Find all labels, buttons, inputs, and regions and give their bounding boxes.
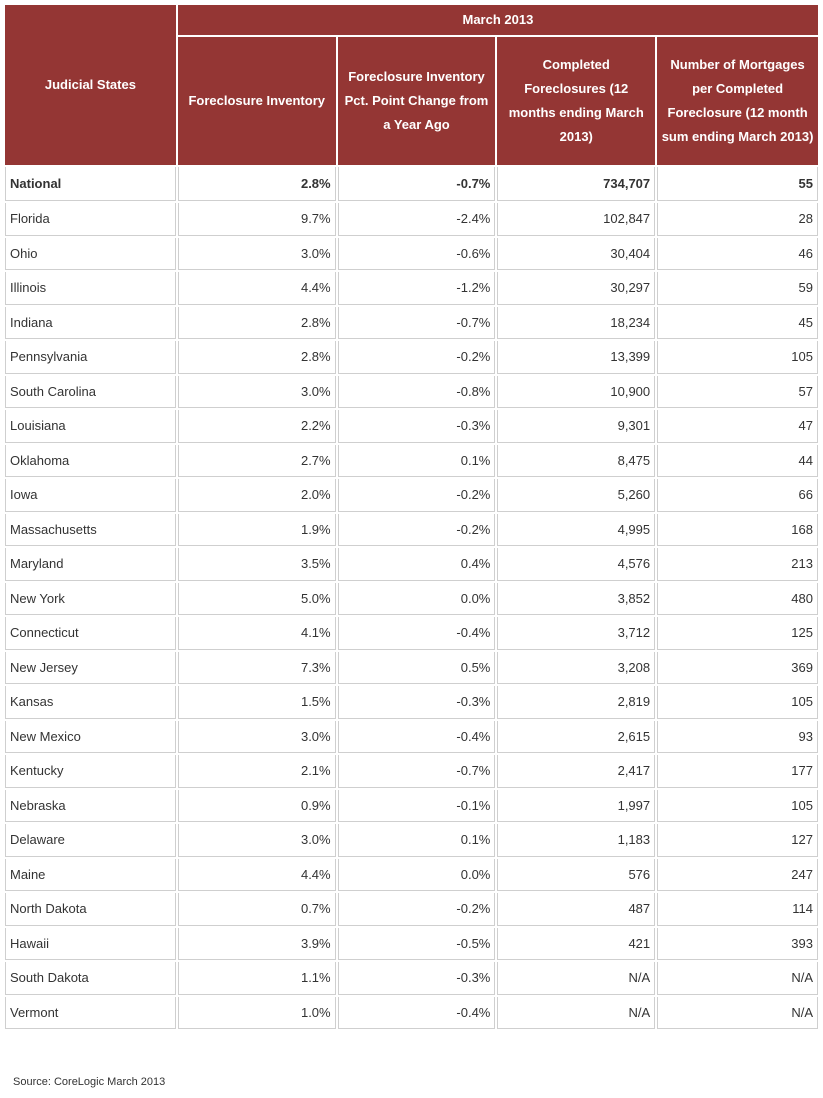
cell-foreclosure-inventory: 0.9% (178, 790, 336, 823)
cell-foreclosure-inventory: 3.0% (178, 721, 336, 754)
cell-state: Kansas (5, 686, 176, 719)
table-row (5, 790, 818, 823)
cell-state: Maryland (5, 548, 176, 581)
cell-mortgages-per-foreclosure: 55 (657, 167, 818, 201)
cell-completed-foreclosures: 9,301 (497, 410, 655, 443)
header-inventory-change: Foreclosure Inventory Pct. Point Change from a Year Ago (338, 37, 496, 165)
cell-foreclosure-inventory: 2.8% (178, 341, 336, 374)
cell-completed-foreclosures: 1,997 (497, 790, 655, 823)
cell-mortgages-per-foreclosure: 114 (657, 893, 818, 926)
table-row (5, 341, 818, 374)
cell-mortgages-per-foreclosure: 66 (657, 479, 818, 512)
cell-state: North Dakota (5, 893, 176, 926)
header-mortgages-per-foreclosure: Number of Mortgages per Completed Foreclosure (12 month sum ending March 2013) (657, 37, 818, 165)
table-row (5, 721, 818, 754)
cell-completed-foreclosures: 4,995 (497, 514, 655, 547)
cell-mortgages-per-foreclosure: 105 (657, 790, 818, 823)
cell-mortgages-per-foreclosure: 177 (657, 755, 818, 788)
cell-inventory-change: -0.5% (338, 928, 496, 961)
cell-foreclosure-inventory: 1.1% (178, 962, 336, 995)
header-period: March 2013 (178, 5, 818, 35)
cell-mortgages-per-foreclosure: 247 (657, 859, 818, 892)
cell-mortgages-per-foreclosure: N/A (657, 997, 818, 1030)
cell-state: Hawaii (5, 928, 176, 961)
cell-inventory-change: 0.0% (338, 583, 496, 616)
table-row (5, 307, 818, 340)
cell-state: South Carolina (5, 376, 176, 409)
cell-mortgages-per-foreclosure: 105 (657, 686, 818, 719)
cell-foreclosure-inventory: 9.7% (178, 203, 336, 236)
cell-foreclosure-inventory: 3.0% (178, 376, 336, 409)
cell-completed-foreclosures: 102,847 (497, 203, 655, 236)
cell-completed-foreclosures: N/A (497, 962, 655, 995)
header-foreclosure-inventory: Foreclosure Inventory (178, 37, 336, 165)
cell-inventory-change: -0.4% (338, 617, 496, 650)
cell-completed-foreclosures: 3,208 (497, 652, 655, 685)
cell-foreclosure-inventory: 1.0% (178, 997, 336, 1030)
cell-foreclosure-inventory: 2.1% (178, 755, 336, 788)
cell-foreclosure-inventory: 0.7% (178, 893, 336, 926)
cell-mortgages-per-foreclosure: 47 (657, 410, 818, 443)
cell-foreclosure-inventory: 3.9% (178, 928, 336, 961)
cell-inventory-change: -0.2% (338, 514, 496, 547)
cell-foreclosure-inventory: 4.4% (178, 272, 336, 305)
cell-completed-foreclosures: 2,615 (497, 721, 655, 754)
cell-inventory-change: -0.2% (338, 341, 496, 374)
cell-state: Pennsylvania (5, 341, 176, 374)
cell-state: New Jersey (5, 652, 176, 685)
cell-mortgages-per-foreclosure: 168 (657, 514, 818, 547)
cell-state: Maine (5, 859, 176, 892)
cell-completed-foreclosures: 2,819 (497, 686, 655, 719)
cell-inventory-change: 0.4% (338, 548, 496, 581)
cell-completed-foreclosures: 18,234 (497, 307, 655, 340)
cell-state: Indiana (5, 307, 176, 340)
cell-mortgages-per-foreclosure: 213 (657, 548, 818, 581)
cell-foreclosure-inventory: 2.8% (178, 307, 336, 340)
cell-mortgages-per-foreclosure: N/A (657, 962, 818, 995)
cell-foreclosure-inventory: 3.0% (178, 824, 336, 857)
cell-inventory-change: 0.1% (338, 445, 496, 478)
cell-inventory-change: -0.4% (338, 721, 496, 754)
table-row (5, 686, 818, 719)
cell-state: Oklahoma (5, 445, 176, 478)
cell-completed-foreclosures: 10,900 (497, 376, 655, 409)
foreclosure-table (3, 3, 820, 1031)
cell-inventory-change: -0.6% (338, 238, 496, 271)
cell-foreclosure-inventory: 2.0% (178, 479, 336, 512)
cell-completed-foreclosures: 30,297 (497, 272, 655, 305)
cell-inventory-change: -0.1% (338, 790, 496, 823)
cell-foreclosure-inventory: 3.5% (178, 548, 336, 581)
cell-inventory-change: -0.3% (338, 686, 496, 719)
cell-state: Florida (5, 203, 176, 236)
header-completed-foreclosures: Completed Foreclosures (12 months ending March 2013) (497, 37, 655, 165)
cell-completed-foreclosures: 576 (497, 859, 655, 892)
cell-mortgages-per-foreclosure: 45 (657, 307, 818, 340)
cell-inventory-change: -0.3% (338, 962, 496, 995)
table-body (5, 167, 818, 1029)
cell-state: Connecticut (5, 617, 176, 650)
cell-mortgages-per-foreclosure: 369 (657, 652, 818, 685)
cell-mortgages-per-foreclosure: 480 (657, 583, 818, 616)
cell-inventory-change: -0.2% (338, 893, 496, 926)
table-row (5, 997, 818, 1030)
cell-inventory-change: -0.7% (338, 307, 496, 340)
cell-completed-foreclosures: 30,404 (497, 238, 655, 271)
cell-state: New Mexico (5, 721, 176, 754)
cell-completed-foreclosures: 8,475 (497, 445, 655, 478)
table-row (5, 272, 818, 305)
cell-foreclosure-inventory: 1.9% (178, 514, 336, 547)
table-row-national (5, 167, 818, 201)
cell-state: Iowa (5, 479, 176, 512)
table-row (5, 859, 818, 892)
header-judicial-states: Judicial States (5, 5, 176, 165)
cell-inventory-change: -2.4% (338, 203, 496, 236)
table-row (5, 548, 818, 581)
cell-inventory-change: 0.5% (338, 652, 496, 685)
cell-foreclosure-inventory: 2.7% (178, 445, 336, 478)
cell-completed-foreclosures: 5,260 (497, 479, 655, 512)
table-row (5, 962, 818, 995)
table-row (5, 514, 818, 547)
cell-inventory-change: 0.0% (338, 859, 496, 892)
cell-inventory-change: -1.2% (338, 272, 496, 305)
table-row (5, 893, 818, 926)
table-row (5, 928, 818, 961)
cell-completed-foreclosures: 3,852 (497, 583, 655, 616)
table-row (5, 824, 818, 857)
cell-foreclosure-inventory: 1.5% (178, 686, 336, 719)
cell-mortgages-per-foreclosure: 59 (657, 272, 818, 305)
cell-inventory-change: -0.3% (338, 410, 496, 443)
cell-foreclosure-inventory: 4.1% (178, 617, 336, 650)
table-row (5, 238, 818, 271)
cell-state: Nebraska (5, 790, 176, 823)
cell-mortgages-per-foreclosure: 57 (657, 376, 818, 409)
cell-foreclosure-inventory: 2.8% (178, 167, 336, 201)
table-row (5, 755, 818, 788)
table-row (5, 652, 818, 685)
cell-completed-foreclosures: 3,712 (497, 617, 655, 650)
foreclosure-table-container (3, 3, 820, 1031)
cell-mortgages-per-foreclosure: 105 (657, 341, 818, 374)
table-row (5, 203, 818, 236)
cell-completed-foreclosures: 13,399 (497, 341, 655, 374)
cell-state: National (5, 167, 176, 201)
cell-mortgages-per-foreclosure: 393 (657, 928, 818, 961)
cell-completed-foreclosures: 1,183 (497, 824, 655, 857)
source-note: Source: CoreLogic March 2013 (13, 1076, 166, 1088)
cell-state: Kentucky (5, 755, 176, 788)
table-row (5, 583, 818, 616)
cell-inventory-change: -0.8% (338, 376, 496, 409)
cell-completed-foreclosures: 4,576 (497, 548, 655, 581)
table-row (5, 617, 818, 650)
cell-state: Vermont (5, 997, 176, 1030)
cell-completed-foreclosures: 487 (497, 893, 655, 926)
cell-completed-foreclosures: N/A (497, 997, 655, 1030)
cell-mortgages-per-foreclosure: 28 (657, 203, 818, 236)
cell-state: Illinois (5, 272, 176, 305)
cell-mortgages-per-foreclosure: 125 (657, 617, 818, 650)
cell-foreclosure-inventory: 7.3% (178, 652, 336, 685)
cell-state: Massachusetts (5, 514, 176, 547)
cell-inventory-change: -0.2% (338, 479, 496, 512)
table-row (5, 479, 818, 512)
table-row (5, 376, 818, 409)
cell-completed-foreclosures: 734,707 (497, 167, 655, 201)
cell-state: Ohio (5, 238, 176, 271)
cell-inventory-change: -0.7% (338, 167, 496, 201)
cell-state: Louisiana (5, 410, 176, 443)
table-row (5, 410, 818, 443)
cell-inventory-change: -0.7% (338, 755, 496, 788)
cell-foreclosure-inventory: 5.0% (178, 583, 336, 616)
cell-foreclosure-inventory: 4.4% (178, 859, 336, 892)
cell-mortgages-per-foreclosure: 46 (657, 238, 818, 271)
cell-state: South Dakota (5, 962, 176, 995)
cell-mortgages-per-foreclosure: 127 (657, 824, 818, 857)
cell-state: Delaware (5, 824, 176, 857)
table-header (5, 5, 818, 165)
cell-completed-foreclosures: 421 (497, 928, 655, 961)
cell-foreclosure-inventory: 2.2% (178, 410, 336, 443)
cell-mortgages-per-foreclosure: 93 (657, 721, 818, 754)
cell-completed-foreclosures: 2,417 (497, 755, 655, 788)
cell-mortgages-per-foreclosure: 44 (657, 445, 818, 478)
cell-state: New York (5, 583, 176, 616)
cell-foreclosure-inventory: 3.0% (178, 238, 336, 271)
cell-inventory-change: -0.4% (338, 997, 496, 1030)
cell-inventory-change: 0.1% (338, 824, 496, 857)
table-row (5, 445, 818, 478)
